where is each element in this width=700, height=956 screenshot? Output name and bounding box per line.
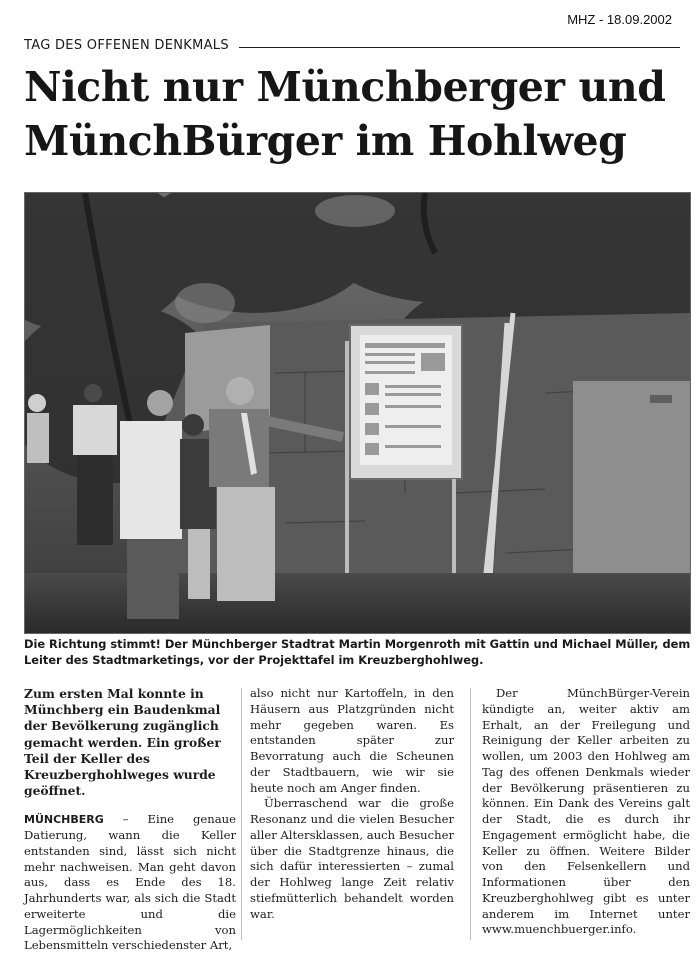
article-column-2 — [250, 686, 454, 922]
person-white-shirt — [120, 390, 182, 619]
article-lead: Zum ersten Mal konnte in Münchberg ein Baudenkmal der Bevölkerung zugänglich gemacht werden. Ein großer Teil der Keller des Kreuzberghohlweges wurde geöffnet. — [24, 686, 221, 799]
kicker-row — [24, 36, 680, 54]
photo-caption: Die Richtung stimmt! Der Münchberger Stadtrat Martin Morgenroth mit Gattin und Michael Müller, dem Leiter des Stadtmarketings, vor der Projekttafel im Kreuzberghohlweg. — [24, 637, 691, 667]
dateline: MÜNCHBERG — [24, 813, 104, 827]
photo-illustration — [25, 193, 690, 633]
kicker-rule — [239, 47, 680, 48]
article-paragraph-2: also nicht nur Kartoffeln, in den Häusern aus Platzgründen nicht mehr gegeben waren. Es entstanden später zur Bevorratung auch die Scheunen der Stadtbauern, wie wir sie heute noch am Anger finden. — [250, 686, 454, 795]
article-paragraph-1 — [24, 812, 236, 954]
column-separator-1 — [241, 688, 242, 940]
headline — [24, 60, 684, 168]
kicker: TAG DES OFFENEN DENKMALS — [24, 37, 229, 53]
article-photo — [24, 192, 691, 634]
article-paragraph-3: Überraschend war die große Resonanz und die vielen Besucher aller Altersklassen, auch Besucher über die Stadtgrenze hinaus, die sich dafür interessierten – zumal der Hohlweg lange Zeit relativ stiefmütterlich behandelt worden war. — [250, 796, 454, 921]
column-separator-2 — [470, 688, 471, 940]
headline-line-2: MünchBürger im Hohlweg — [24, 117, 627, 165]
article-body-1: – Eine genaue Datierung, wann die Keller entstanden sind, lässt sich nicht mehr nachweisen. Man geht davon aus, dass es Ende des 18. Jahrhunderts war, als sich die Stadt erweiterte und die Lagermöglichkeiten von Lebensmitteln verschiedenster Art, — [24, 812, 236, 953]
source-stamp: MHZ - 18.09.2002 — [567, 12, 672, 27]
article-column-1 — [24, 686, 236, 954]
article-paragraph-4: Der MünchBürger-Verein kündigte an, weiter aktiv am Erhalt, an der Freilegung und Reinigung der Keller arbeiten zu wollen, um 2003 den Hohlweg am Tag des offenen Denkmals wieder der Bevölkerung präsentieren zu können. Ein Dank des Vereins galt der Stadt, die es durch ihr Engagement ermöglicht habe, die Keller zu öffnen. Weitere Bilder von den Felsenkellern und Informationen über den Kreuzberghohlweg gibt es unter anderem im Internet unter www.muenchbuerger.info. — [482, 686, 690, 937]
ground — [25, 573, 690, 633]
headline-line-1: Nicht nur Münchberger und — [24, 63, 666, 111]
article-column-3 — [482, 686, 690, 938]
